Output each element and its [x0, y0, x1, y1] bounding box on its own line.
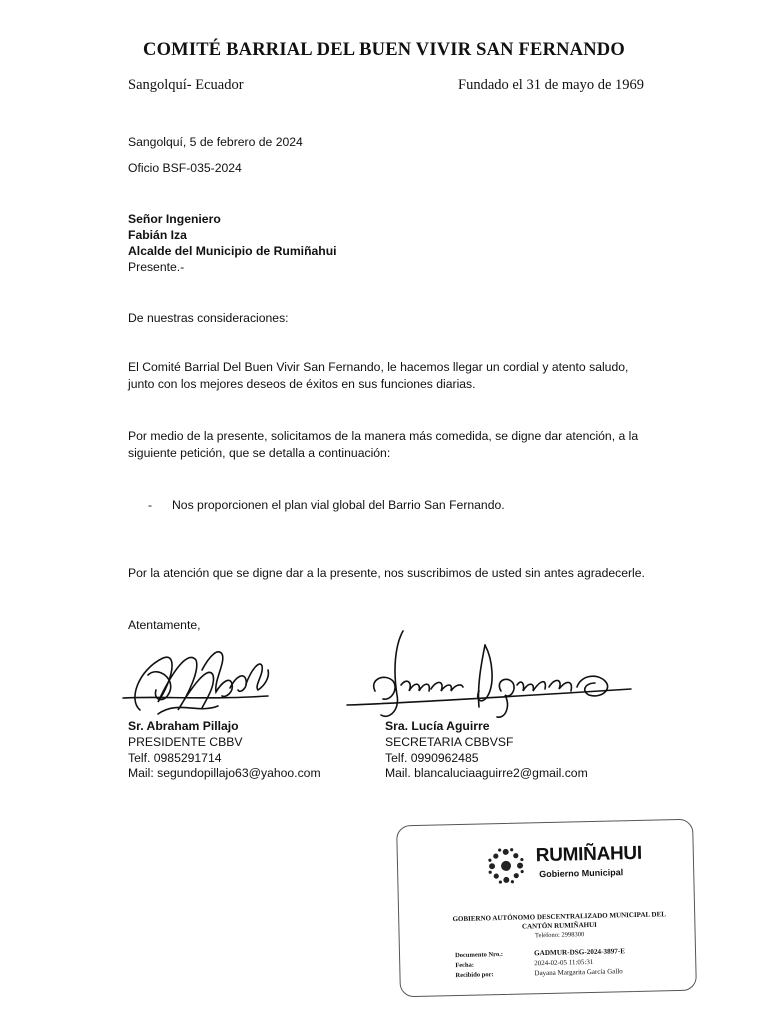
stamp-subtitle: Gobierno Municipal — [539, 867, 624, 880]
signer-1-role: PRESIDENTE CBBV — [128, 735, 243, 749]
recipient-presente: Presente.- — [128, 260, 185, 274]
bullet-marker: - — [148, 498, 153, 512]
signer-2-mail: Mail. blancaluciaaguirre2@gmail.com — [385, 766, 588, 780]
closing: Atentamente, — [128, 618, 201, 632]
greeting: De nuestras consideraciones: — [128, 311, 289, 325]
stamp-brand: RUMIÑAHUI — [535, 842, 643, 867]
header-location: Sangolquí- Ecuador — [128, 77, 244, 93]
signer-2-name: Sra. Lucía Aguirre — [385, 719, 490, 733]
stamp-received-label: Recibido por: — [455, 971, 494, 980]
paragraph-1: El Comité Barrial Del Buen Vivir San Fernando, le hacemos llegar un cordial y atento saludo, junto con los mejores deseos de éxitos en sus funciones diarias. — [128, 360, 629, 391]
recipient-name: Fabián Iza — [128, 228, 187, 242]
signer-2-phone: Telf. 0990962485 — [385, 751, 479, 765]
letter-date: Sangolquí, 5 de febrero de 2024 — [128, 135, 303, 149]
signature-lucia — [345, 625, 635, 725]
stamp-received-value: Dayana Margarita García Gallo — [534, 967, 623, 978]
header-founded: Fundado el 31 de mayo de 1969 — [458, 77, 645, 93]
signer-1-phone: Telf. 0985291714 — [128, 751, 222, 765]
signer-2-role: SECRETARIA CBBVSF — [385, 735, 514, 749]
organization-title: COMITÉ BARRIAL DEL BUEN VIVIR SAN FERNANDO — [143, 40, 625, 60]
paragraph-2: Por medio de la presente, solicitamos de la manera más comedida, se digne dar atención, a la siguiente petición, que se detalla a continuación: — [128, 429, 639, 460]
stamp-gad-line-2: CANTÓN RUMIÑAHUI — [521, 920, 597, 931]
rumiñahui-logo-icon — [486, 845, 527, 886]
stamp-doc-label: Documento Nro.: — [454, 951, 504, 960]
reception-stamp — [396, 819, 697, 998]
stamp-date-value: 2024-02-05 11:05:31 — [534, 957, 594, 968]
bullet-item: Nos proporcionen el plan vial global del Barrio San Fernando. — [172, 498, 505, 512]
signature-abraham — [118, 640, 278, 725]
signer-1-mail: Mail: segundopillajo63@yahoo.com — [128, 766, 321, 780]
recipient-position: Alcalde del Municipio de Rumiñahui — [128, 244, 337, 258]
letter-reference: Oficio BSF-035-2024 — [128, 161, 242, 175]
stamp-doc-value: GADMUR-DSG-2024-3897-E — [533, 947, 626, 958]
stamp-phone: Teléfono: 2998300 — [534, 931, 585, 940]
recipient-title: Señor Ingeniero — [128, 212, 221, 226]
signer-1-name: Sr. Abraham Pillajo — [128, 719, 239, 733]
paragraph-3: Por la atención que se digne dar a la presente, nos suscribimos de usted sin antes agradecerle. — [128, 566, 645, 580]
stamp-date-label: Fecha: — [455, 961, 475, 970]
stamp-gad-line-1: GOBIERNO AUTÓNOMO DESCENTRALIZADO MUNICIPAL DEL — [452, 910, 666, 924]
